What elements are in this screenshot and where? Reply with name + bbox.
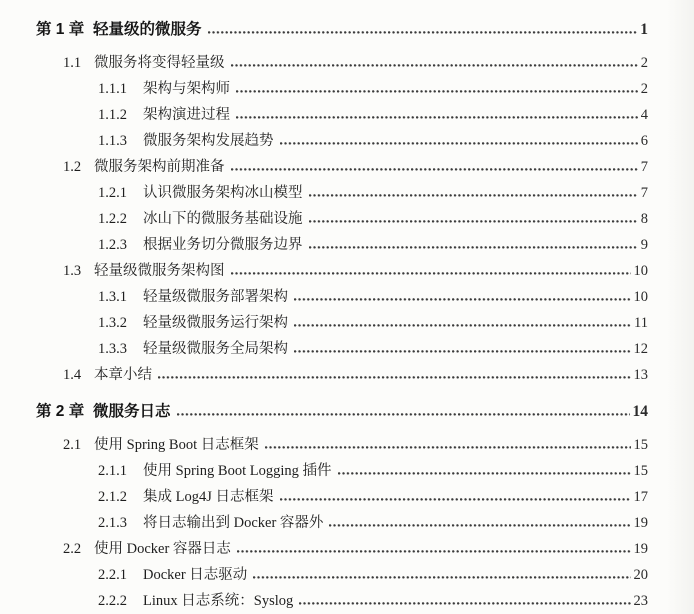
toc-entry-title: 轻量级微服务架构图 (94, 263, 225, 279)
toc-entry-page: 9 (640, 237, 648, 253)
toc-entry-page: 15 (633, 437, 648, 453)
toc-entry-page: 10 (633, 263, 648, 279)
toc-entry-page: 13 (633, 367, 648, 383)
toc-entry (36, 588, 648, 614)
toc-entry-number: 2.2.1 (98, 567, 127, 583)
toc-entry-number: 1.2.1 (98, 185, 127, 201)
dot-leader-icon (309, 244, 638, 249)
dot-leader-icon (280, 496, 631, 501)
toc-entry-number: 1.3.2 (98, 315, 127, 331)
toc-entry-title: 微服务日志 (93, 403, 171, 420)
toc-entry-page: 12 (633, 341, 648, 357)
toc-entry-page: 2 (640, 81, 648, 97)
toc-entry-number: 2.2 (63, 541, 82, 557)
toc-entry-page: 7 (640, 185, 648, 201)
toc-entry-title: 根据业务切分微服务边界 (143, 237, 303, 253)
dot-leader-icon (231, 166, 638, 171)
toc-entry-number: 1.1.3 (98, 133, 127, 149)
toc-entry-title: 微服务将变得轻量级 (94, 55, 225, 71)
toc-entry-number: 1.4 (63, 367, 82, 383)
dot-leader-icon (231, 270, 631, 275)
toc-entry-title: 冰山下的微服务基础设施 (143, 211, 303, 227)
toc-entry-title: 轻量级微服务部署架构 (143, 289, 288, 305)
toc-entry-number: 第 1 章 (36, 21, 85, 38)
toc-entry (36, 232, 648, 258)
toc-entry-page: 14 (632, 403, 648, 420)
toc-entry-page: 6 (640, 133, 648, 149)
toc-entry-number: 1.3 (63, 263, 82, 279)
toc-entry-page: 20 (633, 567, 648, 583)
dot-leader-icon (208, 29, 638, 34)
toc-entry-page: 7 (640, 159, 648, 175)
toc-entry (36, 154, 648, 180)
dot-leader-icon (280, 140, 638, 145)
toc-entry-title: 使用 Spring Boot 日志框架 (94, 437, 259, 453)
dot-leader-icon (329, 522, 630, 527)
toc-entry-title: 轻量级微服务全局架构 (143, 341, 288, 357)
toc-entry (36, 17, 648, 43)
toc-entry-number: 2.1.3 (98, 515, 127, 531)
toc-entry (36, 399, 648, 425)
toc-entry-title: 微服务架构前期准备 (94, 159, 225, 175)
toc-entry-title: 将日志输出到 Docker 容器外 (143, 515, 324, 531)
toc-entry-title: 轻量级微服务运行架构 (143, 315, 288, 331)
dot-leader-icon (231, 62, 638, 67)
toc-entry-page: 19 (633, 515, 648, 531)
toc-entry-number: 1.3.1 (98, 289, 127, 305)
toc-entry (36, 284, 648, 310)
toc-entry-page: 1 (640, 21, 648, 38)
table-of-contents (36, 17, 648, 614)
toc-entry (36, 180, 648, 206)
toc-entry-number: 1.1.1 (98, 81, 127, 97)
dot-leader-icon (237, 548, 631, 553)
toc-entry-page: 8 (640, 211, 648, 227)
toc-entry-title: 集成 Log4J 日志框架 (143, 489, 274, 505)
toc-entry-number: 1.1.2 (98, 107, 127, 123)
toc-entry-title: 使用 Docker 容器日志 (94, 541, 231, 557)
toc-entry-title: Linux 日志系统：Syslog (143, 593, 294, 609)
dot-leader-icon (309, 218, 638, 223)
toc-entry (36, 562, 648, 588)
toc-entry (36, 310, 648, 336)
toc-entry-title: 架构与架构师 (143, 81, 230, 97)
toc-entry (36, 458, 648, 484)
toc-entry-page: 19 (633, 541, 648, 557)
toc-entry-page: 11 (634, 315, 648, 331)
toc-entry-page: 15 (633, 463, 648, 479)
toc-entry-page: 23 (633, 593, 648, 609)
toc-entry-number: 1.1 (63, 55, 82, 71)
toc-entry-number: 1.2.2 (98, 211, 127, 227)
toc-entry-page: 4 (640, 107, 648, 123)
dot-leader-icon (294, 322, 631, 327)
toc-entry-title: 微服务架构发展趋势 (143, 133, 274, 149)
toc-entry-title: 架构演进过程 (143, 107, 230, 123)
toc-entry (36, 484, 648, 510)
dot-leader-icon (294, 296, 631, 301)
toc-entry (36, 336, 648, 362)
dot-leader-icon (236, 88, 638, 93)
toc-entry (36, 536, 648, 562)
toc-entry (36, 76, 648, 102)
toc-entry (36, 432, 648, 458)
dot-leader-icon (294, 348, 631, 353)
toc-entry-page: 17 (633, 489, 648, 505)
toc-entry-number: 2.2.2 (98, 593, 127, 609)
toc-entry (36, 258, 648, 284)
toc-entry-page: 10 (633, 289, 648, 305)
toc-entry-title: 本章小结 (94, 367, 152, 383)
dot-leader-icon (253, 574, 630, 579)
toc-entry-number: 2.1.1 (98, 463, 127, 479)
dot-leader-icon (299, 600, 630, 605)
toc-entry-number: 2.1 (63, 437, 82, 453)
toc-entry (36, 362, 648, 388)
toc-entry (36, 50, 648, 76)
toc-entry (36, 206, 648, 232)
toc-entry-number: 2.1.2 (98, 489, 127, 505)
dot-leader-icon (158, 374, 631, 379)
toc-entry-title: Docker 日志驱动 (143, 567, 248, 583)
toc-entry-number: 第 2 章 (36, 403, 85, 420)
toc-entry-page: 2 (640, 55, 648, 71)
dot-leader-icon (265, 444, 631, 449)
dot-leader-icon (338, 470, 631, 475)
dot-leader-icon (309, 192, 638, 197)
toc-entry-number: 1.3.3 (98, 341, 127, 357)
dot-leader-icon (236, 114, 638, 119)
toc-entry (36, 102, 648, 128)
toc-entry (36, 128, 648, 154)
toc-entry-number: 1.2 (63, 159, 82, 175)
toc-entry-title: 认识微服务架构冰山模型 (143, 185, 303, 201)
toc-entry-number: 1.2.3 (98, 237, 127, 253)
toc-entry (36, 510, 648, 536)
toc-entry-title: 轻量级的微服务 (93, 21, 202, 38)
dot-leader-icon (177, 411, 630, 416)
toc-entry-title: 使用 Spring Boot Logging 插件 (143, 463, 332, 479)
